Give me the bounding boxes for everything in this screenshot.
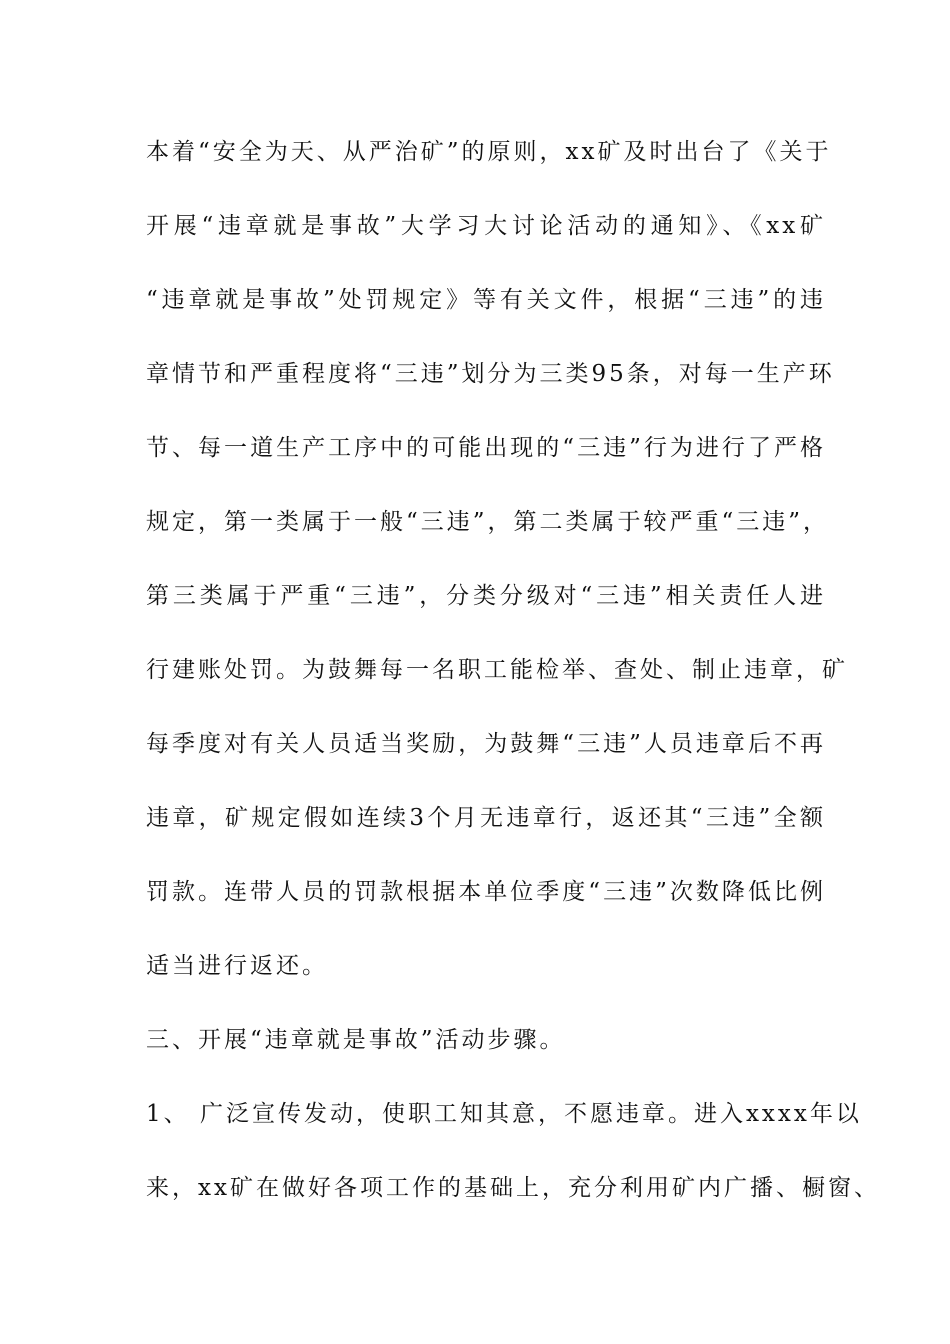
text-line: 每季度对有关人员适当奖励，为鼓舞“三违”人员违章后不再 — [146, 731, 826, 757]
text-line: 第三类属于严重“三违”，分类分级对“三违”相关责任人进 — [146, 583, 826, 609]
text-line: 节、每一道生产工序中的可能出现的“三违”行为进行了严格 — [146, 435, 826, 461]
text-line: 适当进行返还。 — [146, 953, 328, 979]
section-heading: 三、开展“违章就是事故”活动步骤。 — [146, 1027, 566, 1053]
text-line: “违章就是事故”处罚规定》等有关文件，根据“三违”的违 — [146, 287, 826, 313]
text-line: 罚款。连带人员的罚款根据本单位季度“三违”次数降低比例 — [146, 879, 826, 905]
text-line: 章情节和严重程度将“三违”划分为三类95条，对每一生产环 — [146, 361, 835, 387]
text-line: 本着“安全为天、从严治矿”的原则，xx矿及时出台了《关于 — [146, 139, 832, 165]
text-line: 违章，矿规定假如连续3个月无违章行，返还其“三违”全额 — [146, 805, 826, 831]
text-line: 来，xx矿在做好各项工作的基础上，充分利用矿内广播、橱窗、 — [146, 1175, 880, 1201]
text-line: 规定，第一类属于一般“三违”，第二类属于较严重“三违”， — [146, 509, 830, 535]
text-line: 开展“违章就是事故”大学习大讨论活动的通知》、《xx矿 — [146, 213, 826, 239]
text-line: 1、 广泛宣传发动，使职工知其意，不愿违章。进入xxxx年以 — [146, 1101, 862, 1127]
text-line: 行建账处罚。为鼓舞每一名职工能检举、查处、制止违章，矿 — [146, 657, 848, 683]
